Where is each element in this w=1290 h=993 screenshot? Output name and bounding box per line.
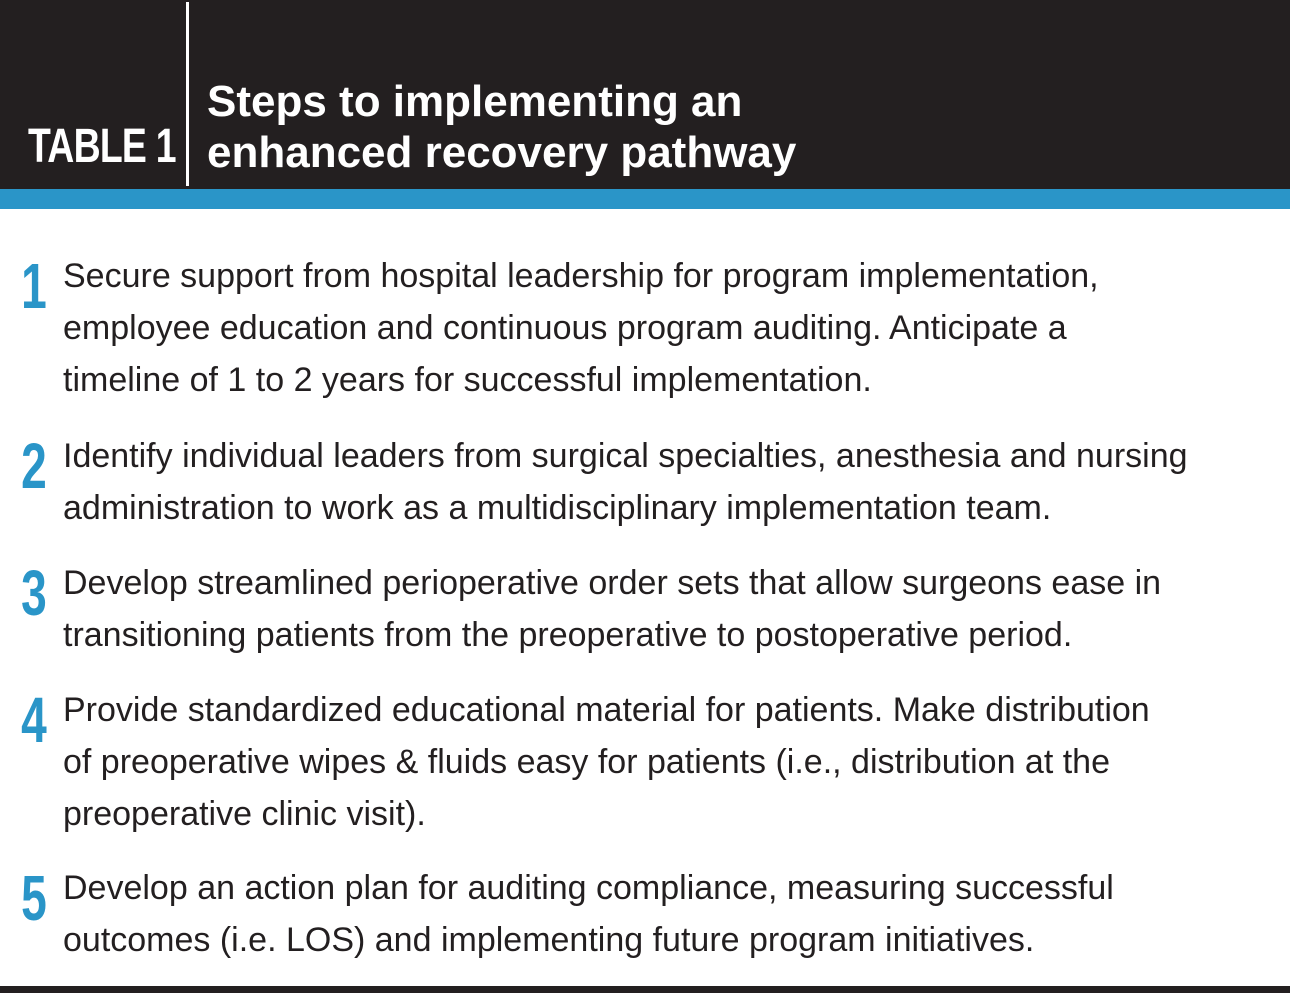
step-text xyxy=(63,684,1283,840)
step-number: 5 xyxy=(21,862,47,934)
step-text-line: Develop an action plan for auditing compliance, measuring successful xyxy=(63,869,1114,907)
step-text xyxy=(63,862,1283,966)
step-text-line: transitioning patients from the preoperative to postoperative period. xyxy=(63,616,1073,654)
table-header xyxy=(0,0,1290,189)
table-title-line: Steps to implementing an xyxy=(207,77,743,126)
step-number: 1 xyxy=(21,250,47,322)
step-text-line: Develop streamlined perioperative order sets that allow surgeons ease in xyxy=(63,564,1162,602)
step-number: 4 xyxy=(21,684,47,756)
step-text-line: Secure support from hospital leadership for program implementation, xyxy=(63,257,1099,295)
step-text-line: Provide standardized educational material for patients. Make distribution xyxy=(63,691,1150,729)
table-label: TABLE 1 xyxy=(28,120,176,173)
step-text xyxy=(63,430,1283,534)
step-text-line: administration to work as a multidisciplinary implementation team. xyxy=(63,489,1052,527)
header-divider xyxy=(186,2,189,186)
table-title-line: enhanced recovery pathway xyxy=(207,128,797,177)
step-text-line: Identify individual leaders from surgical specialties, anesthesia and nursing xyxy=(63,437,1188,475)
step-text-line: outcomes (i.e. LOS) and implementing future program initiatives. xyxy=(63,921,1035,959)
step-text xyxy=(63,250,1283,406)
step-number: 2 xyxy=(21,430,47,502)
bottom-rule xyxy=(0,986,1290,993)
step-number: 3 xyxy=(21,557,47,629)
step-text-line: timeline of 1 to 2 years for successful implementation. xyxy=(63,361,872,399)
accent-bar xyxy=(0,189,1290,209)
step-text-line: preoperative clinic visit). xyxy=(63,795,426,833)
step-text-line: of preoperative wipes & fluids easy for patients (i.e., distribution at the xyxy=(63,743,1110,781)
table-title xyxy=(207,76,796,178)
step-text xyxy=(63,557,1283,661)
step-text-line: employee education and continuous program auditing. Anticipate a xyxy=(63,309,1067,347)
